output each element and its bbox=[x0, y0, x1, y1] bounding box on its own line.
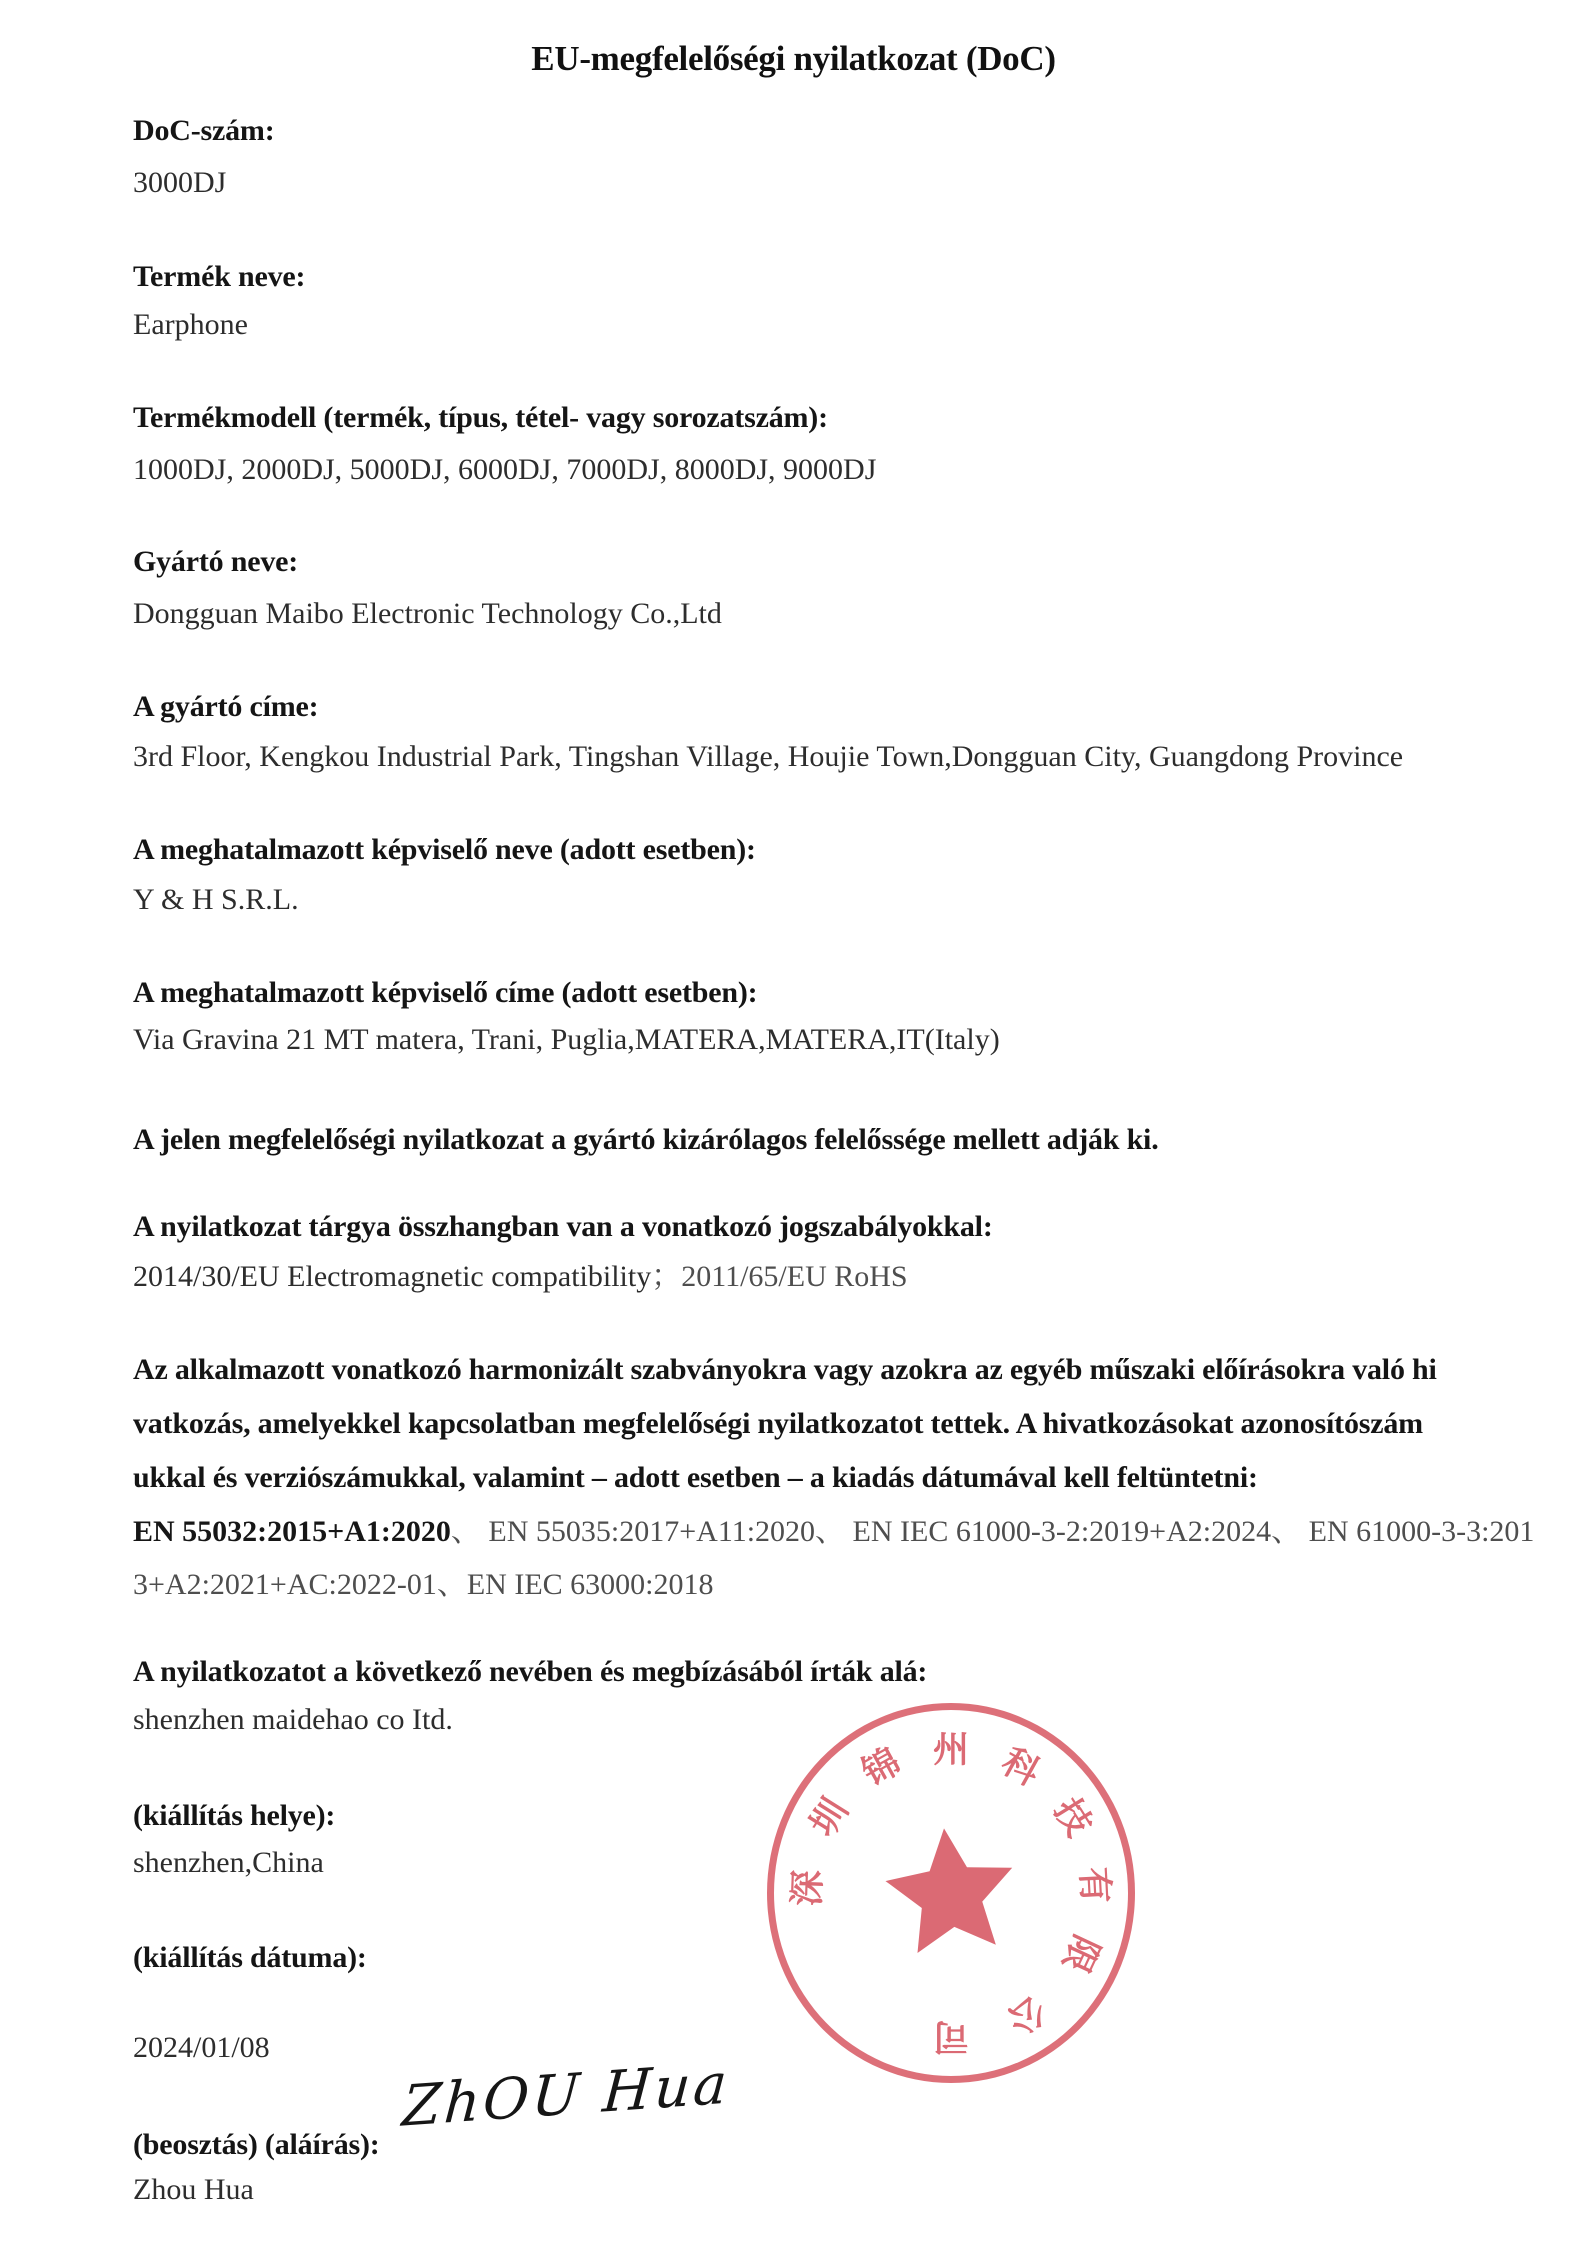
product-model-value: 1000DJ, 2000DJ, 5000DJ, 6000DJ, 7000DJ, 8000DJ, 9000DJ bbox=[133, 453, 877, 486]
company-stamp bbox=[767, 1703, 1135, 2083]
representative-address-label: A meghatalmazott képviselő címe (adott esetben): bbox=[133, 976, 758, 1009]
position-signature-label: (beosztás) (aláírás): bbox=[133, 2128, 380, 2161]
issue-place-label: (kiállítás helye): bbox=[133, 1799, 336, 1832]
representative-address-value: Via Gravina 21 MT matera, Trani, Puglia,MATERA,MATERA,IT(Italy) bbox=[133, 1023, 1000, 1056]
representative-name-label: A meghatalmazott képviselő neve (adott esetben): bbox=[133, 833, 756, 866]
handwritten-signature: ZhOU Hua bbox=[400, 2051, 733, 2140]
standards-line1-rest: 、 EN 55035:2017+A11:2020、 EN IEC 61000-3-2:2019+A2:2024、 EN 61000-3-3:201 bbox=[450, 1515, 1535, 1548]
signed-for-value: shenzhen maidehao co Itd. bbox=[133, 1703, 453, 1736]
stamp-character: 限 bbox=[1054, 1928, 1107, 1979]
manufacturer-name-value: Dongguan Maibo Electronic Technology Co.,Ltd bbox=[133, 597, 722, 630]
standards-label-line1: Az alkalmazott vonatkozó harmonizált szabványokra vagy azokra az egyéb műszaki előírásokra való hi bbox=[133, 1353, 1437, 1386]
manufacturer-address-value: 3rd Floor, Kengkou Industrial Park, Tingshan Village, Houjie Town,Dongguan City, Guangdong Province bbox=[133, 740, 1404, 773]
stamp-character: 公 bbox=[1000, 1987, 1053, 2042]
legislation-rohs: ；2011/65/EU RoHS bbox=[651, 1260, 908, 1293]
page-title: EU-megfelelőségi nyilatkozat (DoC) bbox=[531, 39, 1056, 78]
stamp-character: 州 bbox=[932, 1729, 970, 1771]
legislation-emc: 2014/30/EU Electromagnetic compatibility bbox=[133, 1260, 652, 1293]
stamp-character: 深 bbox=[786, 1869, 830, 1907]
signatory-name: Zhou Hua bbox=[133, 2173, 254, 2206]
stamp-character: 有 bbox=[1072, 1866, 1116, 1905]
issue-date-label: (kiállítás dátuma): bbox=[133, 1941, 367, 1974]
standard-en55032: EN 55032:2015+A1:2020 bbox=[133, 1515, 451, 1548]
stamp-character: 司 bbox=[932, 2015, 970, 2057]
stamp-character: 圳 bbox=[802, 1791, 857, 1844]
manufacturer-address-label: A gyártó címe: bbox=[133, 690, 319, 723]
stamp-character: 锦 bbox=[855, 1741, 908, 1795]
responsibility-statement: A jelen megfelelőségi nyilatkozat a gyártó kizárólagos felelőssége mellett adják ki. bbox=[133, 1123, 1159, 1156]
doc-number-value: 3000DJ bbox=[133, 166, 227, 199]
legislation-value bbox=[133, 1256, 908, 1298]
stamp-star-icon bbox=[871, 1815, 1031, 1975]
standards-label-line2: vatkozás, amelyekkel kapcsolatban megfelelőségi nyilatkozatot tettek. A hivatkozásokat azonosítószám bbox=[133, 1407, 1423, 1440]
standards-list-line2: 3+A2:2021+AC:2022-01、EN IEC 63000:2018 bbox=[133, 1568, 714, 1601]
standards-label-line3: ukkal és verziószámukkal, valamint – adott esetben – a kiadás dátumával kell feltüntetni: bbox=[133, 1461, 1258, 1494]
legislation-label: A nyilatkozat tárgya összhangban van a vonatkozó jogszabályokkal: bbox=[133, 1210, 993, 1243]
standards-list-line1 bbox=[133, 1511, 1534, 1553]
stamp-character: 科 bbox=[994, 1741, 1047, 1795]
issue-date-value: 2024/01/08 bbox=[133, 2031, 270, 2064]
product-name-label: Termék neve: bbox=[133, 260, 306, 293]
doc-number-label: DoC-szám: bbox=[133, 114, 275, 147]
stamp-character: 技 bbox=[1045, 1791, 1100, 1844]
signed-for-label: A nyilatkozatot a következő nevében és megbízásából írták alá: bbox=[133, 1655, 928, 1688]
issue-place-value: shenzhen,China bbox=[133, 1846, 324, 1879]
manufacturer-name-label: Gyártó neve: bbox=[133, 545, 299, 578]
representative-name-value: Y & H S.R.L. bbox=[133, 883, 299, 916]
product-model-label: Termékmodell (termék, típus, tétel- vagy sorozatszám): bbox=[133, 401, 828, 434]
product-name-value: Earphone bbox=[133, 308, 248, 341]
